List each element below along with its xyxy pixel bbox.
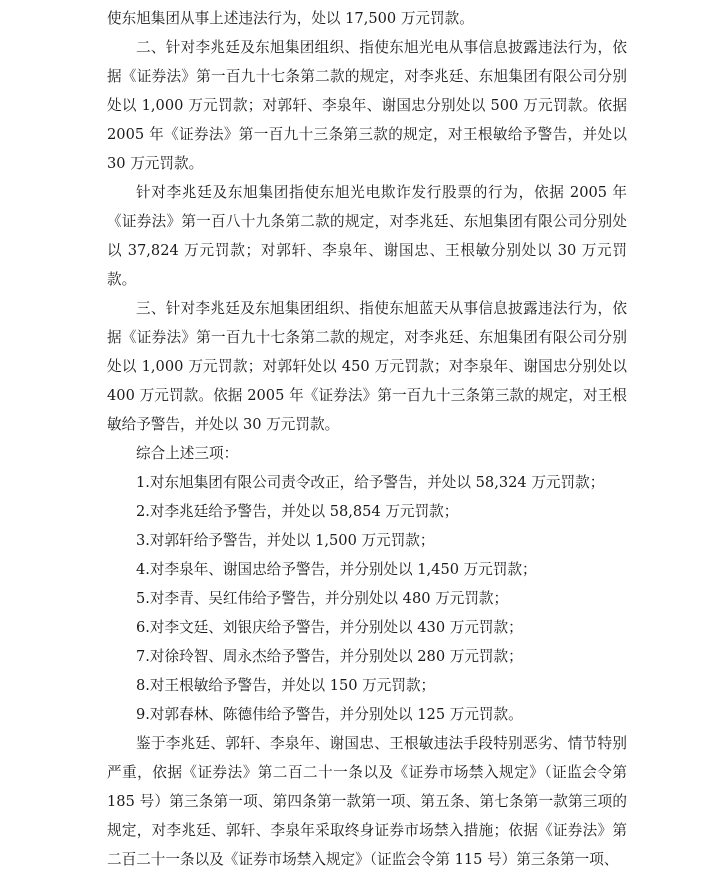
paragraph-summary-intro: 综合上述三项： <box>136 445 239 462</box>
paragraph-continuation: 使东旭集团从事上述违法行为，处以 17,500 万元罚款。 <box>107 10 474 27</box>
paragraph-fraud-issuance: 针对李兆廷及东旭集团指使东旭光电欺诈发行股票的行为，依据 2005 年《证券法》第一百八十九条第二款的规定，对李兆廷、东旭集团有限公司分别处以 37,824 万元罚款；对郭轩、李泉年、谢国忠、王根敏分别处以 30 万元罚款。 <box>107 184 627 288</box>
list-item: 6.对李文廷、刘银庆给予警告，并分别处以 430 万元罚款； <box>136 619 523 636</box>
list-item: 7.对徐玲智、周永杰给予警告，并分别处以 280 万元罚款； <box>136 648 523 665</box>
list-item: 8.对王根敏给予警告，并处以 150 万元罚款； <box>136 677 436 694</box>
list-item: 9.对郭春林、陈德伟给予警告，并分别处以 125 万元罚款。 <box>136 706 523 723</box>
penalty-list <box>107 468 627 729</box>
document-page <box>107 4 627 874</box>
paragraph-item-two: 二、针对李兆廷及东旭集团组织、指使东旭光电从事信息披露违法行为，依据《证券法》第一百九十七条第二款的规定，对李兆廷、东旭集团有限公司分别处以 1,000 万元罚款；对郭轩、李泉年、谢国忠分别处以 500 万元罚款。依据 2005 年《证券法》第一百九十三条第三款的规定，对王根敏给予警告，并处以 30 万元罚款。 <box>107 39 627 172</box>
paragraph-market-ban: 鉴于李兆廷、郭轩、李泉年、谢国忠、王根敏违法手段特别恶劣、情节特别严重，依据《证券法》第二百二十一条以及《证券市场禁入规定》（证监会令第 185 号）第三条第一项、第四条第一款第一项、第五条、第七条第一款第三项的规定，对李兆廷、郭轩、李泉年采取终身证券市场禁入措施；依据《证券法》第二百二十一条以及《证券市场禁入规定》（证监会令第 115 号）第三条第一项、 <box>107 735 627 868</box>
list-item: 4.对李泉年、谢国忠给予警告，并分别处以 1,450 万元罚款； <box>136 561 537 578</box>
list-item: 3.对郭轩给予警告，并处以 1,500 万元罚款； <box>136 532 435 549</box>
list-item: 1.对东旭集团有限公司责令改正，给予警告，并处以 58,324 万元罚款； <box>136 474 605 491</box>
list-item: 2.对李兆廷给予警告，并处以 58,854 万元罚款； <box>136 503 459 520</box>
list-item: 5.对李青、吴红伟给予警告，并分别处以 480 万元罚款； <box>136 590 509 607</box>
paragraph-item-three: 三、针对李兆廷及东旭集团组织、指使东旭蓝天从事信息披露违法行为，依据《证券法》第一百九十七条第二款的规定，对李兆廷、东旭集团有限公司分别处以 1,000 万元罚款；对郭轩处以 450 万元罚款；对李泉年、谢国忠分别处以 400 万元罚款。依据 2005 年《证券法》第一百九十三条第三款的规定，对王根敏给予警告，并处以 30 万元罚款。 <box>107 300 627 433</box>
